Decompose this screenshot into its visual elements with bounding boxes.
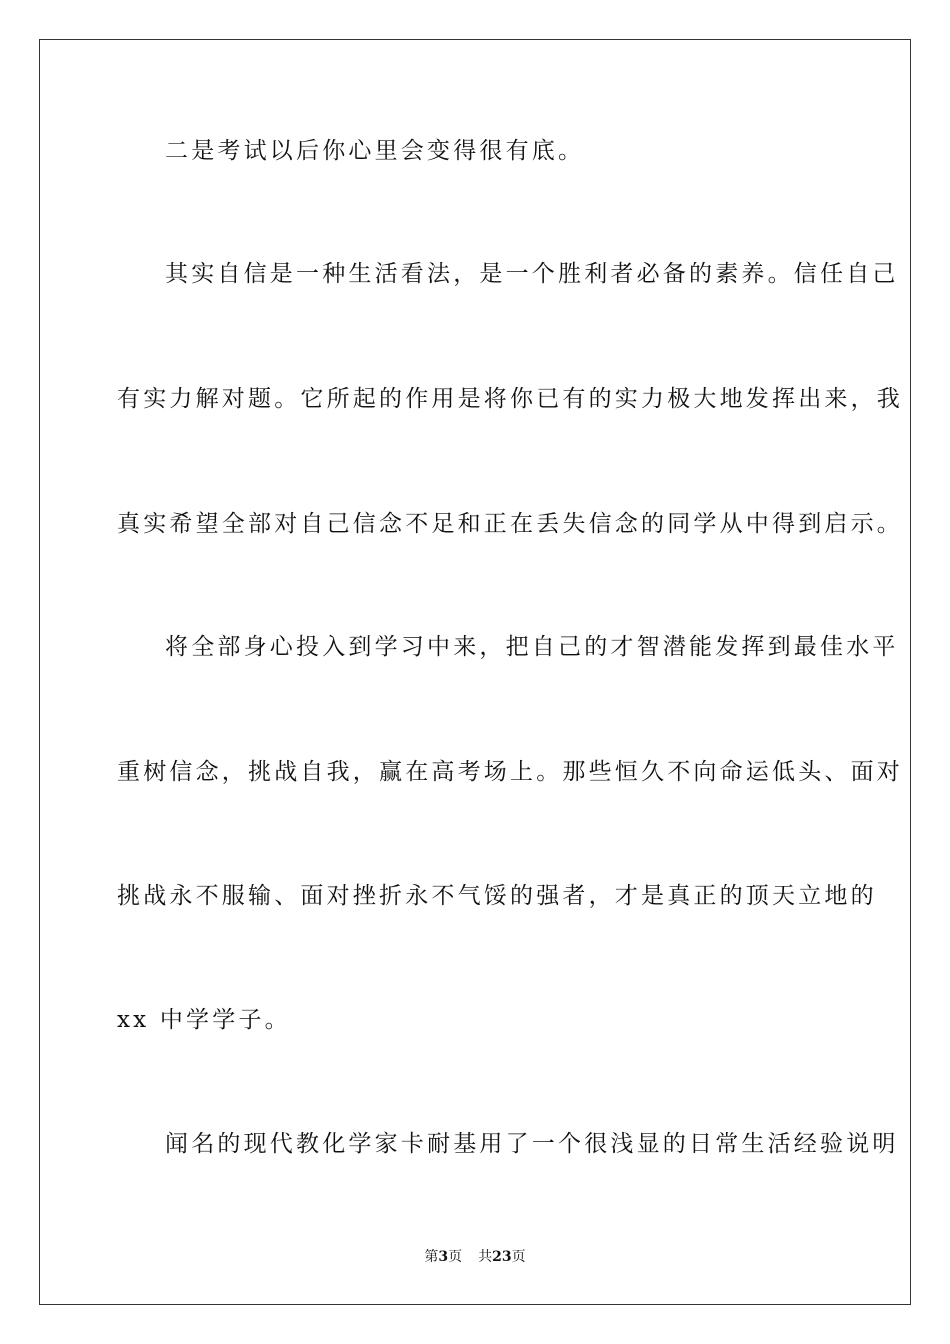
text-line-5: 将全部身心投入到学习中来，把自己的才智潜能发挥到最佳水平 (165, 634, 899, 660)
footer-page-prefix: 第 (424, 1249, 439, 1265)
text-line-8: xx 中学学子。 (117, 1007, 291, 1033)
text-line-2: 其实自信是一种生活看法，是一个胜利者必备的素养。信任自己 (165, 261, 899, 287)
text-line-9: 闻名的现代教化学家卡耐基用了一个很浅显的日常生活经验说明 (165, 1131, 899, 1157)
text-line-3: 有实力解对题。它所起的作用是将你已有的实力极大地发挥出来，我 (117, 386, 903, 412)
footer-page-suffix: 页 (448, 1249, 463, 1265)
text-line-4: 真实希望全部对自己信念不足和正在丢失信念的同学从中得到启示。 (117, 511, 903, 537)
text-line-1: 二是考试以后你心里会变得很有底。 (165, 138, 585, 164)
footer-total-suffix: 页 (511, 1249, 526, 1265)
text-line-6: 重树信念，挑战自我，赢在高考场上。那些恒久不向命运低头、面对 (117, 759, 903, 785)
page-footer (0, 1248, 950, 1266)
page-border (39, 39, 911, 1305)
text-line-7: 挑战永不服输、面对挫折永不气馁的强者，才是真正的顶天立地的 (117, 883, 877, 909)
footer-total-pages: 23 (492, 1249, 512, 1265)
footer-total-prefix: 共 (478, 1249, 493, 1265)
footer-page-number: 3 (438, 1249, 449, 1265)
